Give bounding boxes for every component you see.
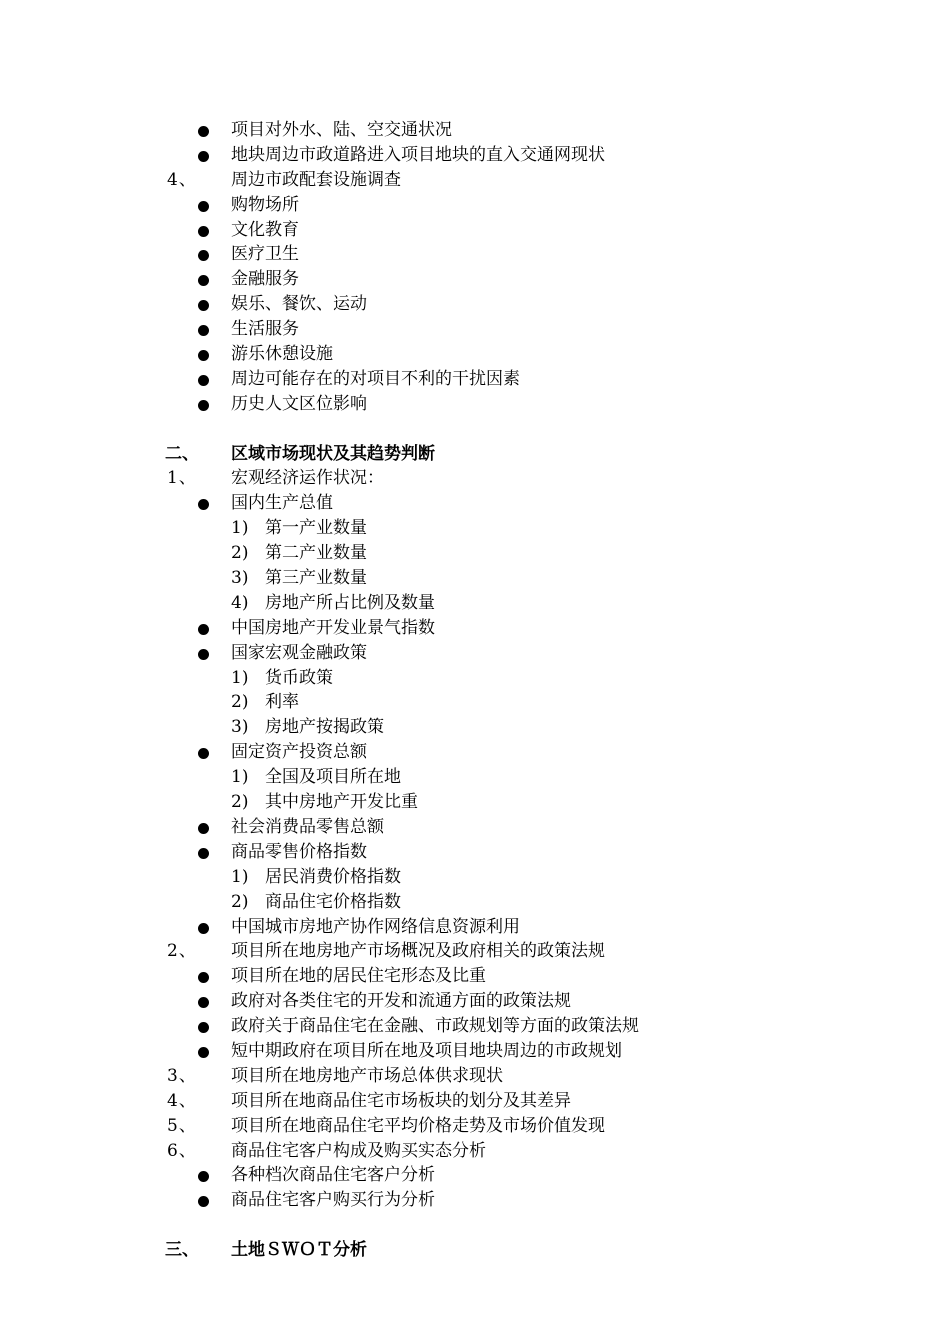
bullet-item xyxy=(0,641,950,666)
numbered-item xyxy=(0,1114,950,1139)
item-text: 商品住宅客户构成及购买实态分析 xyxy=(231,1140,486,1161)
sub-item-number: 2) xyxy=(231,792,249,813)
sub-item xyxy=(0,790,950,815)
bullet-item xyxy=(0,915,950,940)
bullet-icon xyxy=(198,1171,209,1182)
bullet-text: 项目对外水、陆、空交通状况 xyxy=(231,120,452,140)
bullet-icon xyxy=(198,201,209,212)
bullet-item xyxy=(0,218,950,243)
sub-item-text: 商品住宅价格指数 xyxy=(265,891,401,912)
item-text: 项目所在地房地产市场概况及政府相关的政策法规 xyxy=(231,941,605,962)
sub-item xyxy=(0,865,950,890)
numbered-item xyxy=(0,939,950,964)
bullet-text: 游乐休憩设施 xyxy=(231,344,333,365)
bullet-text: 社会消费品零售总额 xyxy=(231,816,384,837)
bullet-item xyxy=(0,491,950,516)
bullet-item xyxy=(0,367,950,392)
sub-item xyxy=(0,715,950,740)
sub-item-text: 第一产业数量 xyxy=(265,518,367,539)
bullet-item xyxy=(0,193,950,218)
sub-item xyxy=(0,516,950,541)
item-text: 项目所在地商品住宅市场板块的划分及其差异 xyxy=(231,1090,571,1111)
bullet-item xyxy=(0,840,950,865)
sub-item xyxy=(0,765,950,790)
sub-item xyxy=(0,666,950,691)
sub-item-text: 居民消费价格指数 xyxy=(265,866,401,887)
bullet-icon xyxy=(198,151,209,162)
bullet-icon xyxy=(198,400,209,411)
bullet-icon xyxy=(198,126,209,137)
bullet-text: 中国城市房地产协作网络信息资源利用 xyxy=(231,916,520,937)
numbered-item xyxy=(0,168,950,193)
item-text: 项目所在地商品住宅平均价格走势及市场价值发现 xyxy=(231,1115,605,1136)
bullet-text: 短中期政府在项目所在地及项目地块周边的市政规划 xyxy=(231,1040,622,1061)
item-number: 6、 xyxy=(167,1140,197,1161)
item-number: 4、 xyxy=(167,1090,197,1111)
bullet-icon xyxy=(198,499,209,510)
item-text: 宏观经济运作状况： xyxy=(231,468,384,489)
bullet-item xyxy=(0,740,950,765)
bullet-icon xyxy=(198,649,209,660)
bullet-text: 历史人文区位影响 xyxy=(231,393,367,414)
bullet-icon xyxy=(198,972,209,983)
section-heading xyxy=(0,1238,950,1263)
sub-item-text: 全国及项目所在地 xyxy=(265,767,401,788)
bullet-item xyxy=(0,1163,950,1188)
numbered-item xyxy=(0,466,950,491)
bullet-icon xyxy=(198,300,209,311)
sub-item-text: 房地产所占比例及数量 xyxy=(265,592,435,613)
sub-item-number: 1) xyxy=(231,767,249,788)
bullet-text: 文化教育 xyxy=(231,219,299,240)
section-number: 三、 xyxy=(165,1240,199,1261)
sub-item xyxy=(0,541,950,566)
bullet-item xyxy=(0,342,950,367)
bullet-text: 生活服务 xyxy=(231,319,299,340)
item-number: 1、 xyxy=(167,468,197,489)
bullet-item xyxy=(0,317,950,342)
numbered-item xyxy=(0,1064,950,1089)
bullet-item xyxy=(0,1188,950,1213)
bullet-text: 地块周边市政道路进入项目地块的直入交通网现状 xyxy=(231,144,605,165)
numbered-item xyxy=(0,1089,950,1114)
bullet-icon xyxy=(198,250,209,261)
sub-item xyxy=(0,690,950,715)
item-number: 5、 xyxy=(167,1115,197,1136)
bullet-icon xyxy=(198,848,209,859)
blank-line xyxy=(0,417,950,442)
item-text: 周边市政配套设施调查 xyxy=(231,169,401,190)
sub-item-number: 4) xyxy=(231,592,249,613)
item-number: 4、 xyxy=(167,169,197,190)
bullet-text: 政府对各类住宅的开发和流通方面的政策法规 xyxy=(231,991,571,1012)
sub-item-number: 2) xyxy=(231,543,249,564)
bullet-item xyxy=(0,964,950,989)
blank-line xyxy=(0,1213,950,1238)
bullet-item xyxy=(0,292,950,317)
bullet-item xyxy=(0,1039,950,1064)
bullet-item xyxy=(0,242,950,267)
bullet-item xyxy=(0,989,950,1014)
sub-item-text: 利率 xyxy=(265,692,299,713)
sub-item-text: 第二产业数量 xyxy=(265,543,367,564)
sub-item xyxy=(0,890,950,915)
bullet-icon xyxy=(198,748,209,759)
bullet-icon xyxy=(198,325,209,336)
bullet-item xyxy=(0,392,950,417)
item-number: 2、 xyxy=(167,941,197,962)
bullet-item xyxy=(0,616,950,641)
bullet-item xyxy=(0,143,950,168)
bullet-text: 政府关于商品住宅在金融、市政规划等方面的政策法规 xyxy=(231,1016,639,1037)
sub-item xyxy=(0,591,950,616)
bullet-icon xyxy=(198,997,209,1008)
sub-item xyxy=(0,566,950,591)
section-heading xyxy=(0,442,950,467)
bullet-item xyxy=(0,118,950,143)
bullet-icon xyxy=(198,823,209,834)
sub-item-number: 2) xyxy=(231,891,249,912)
bullet-icon xyxy=(198,624,209,635)
sub-item-number: 1) xyxy=(231,518,249,539)
bullet-text: 国家宏观金融政策 xyxy=(231,642,367,663)
bullet-icon xyxy=(198,226,209,237)
bullet-text: 商品零售价格指数 xyxy=(231,841,367,862)
sub-item-number: 3) xyxy=(231,568,249,589)
bullet-item xyxy=(0,1014,950,1039)
sub-item-number: 2) xyxy=(231,692,249,713)
sub-item-number: 1) xyxy=(231,667,249,688)
bullet-icon xyxy=(198,375,209,386)
bullet-text: 医疗卫生 xyxy=(231,244,299,265)
item-number: 3、 xyxy=(167,1065,197,1086)
bullet-text: 金融服务 xyxy=(231,269,299,290)
sub-item-number: 3) xyxy=(231,717,249,738)
sub-item-text: 其中房地产开发比重 xyxy=(265,792,418,813)
document-page xyxy=(0,118,950,1263)
bullet-icon xyxy=(198,350,209,361)
bullet-text: 娱乐、餐饮、运动 xyxy=(231,294,367,315)
sub-item-text: 房地产按揭政策 xyxy=(265,717,384,738)
sub-item-text: 第三产业数量 xyxy=(265,568,367,589)
section-number: 二、 xyxy=(165,443,199,464)
sub-item-text: 货币政策 xyxy=(265,667,333,688)
bullet-text: 各种档次商品住宅客户分析 xyxy=(231,1165,435,1186)
item-text: 项目所在地房地产市场总体供求现状 xyxy=(231,1065,503,1086)
section-title: 土地ＳＷＯＴ分析 xyxy=(231,1240,367,1261)
numbered-item xyxy=(0,1139,950,1164)
bullet-icon xyxy=(198,275,209,286)
bullet-item xyxy=(0,267,950,292)
bullet-icon xyxy=(198,923,209,934)
section-title: 区域市场现状及其趋势判断 xyxy=(231,443,435,464)
bullet-item xyxy=(0,815,950,840)
bullet-text: 商品住宅客户购买行为分析 xyxy=(231,1190,435,1211)
sub-item-number: 1) xyxy=(231,866,249,887)
bullet-text: 国内生产总值 xyxy=(231,493,333,514)
bullet-text: 周边可能存在的对项目不利的干扰因素 xyxy=(231,368,520,389)
bullet-icon xyxy=(198,1196,209,1207)
bullet-text: 固定资产投资总额 xyxy=(231,742,367,763)
bullet-text: 中国房地产开发业景气指数 xyxy=(231,617,435,638)
bullet-icon xyxy=(198,1047,209,1058)
bullet-text: 购物场所 xyxy=(231,194,299,215)
bullet-icon xyxy=(198,1022,209,1033)
bullet-text: 项目所在地的居民住宅形态及比重 xyxy=(231,966,486,987)
